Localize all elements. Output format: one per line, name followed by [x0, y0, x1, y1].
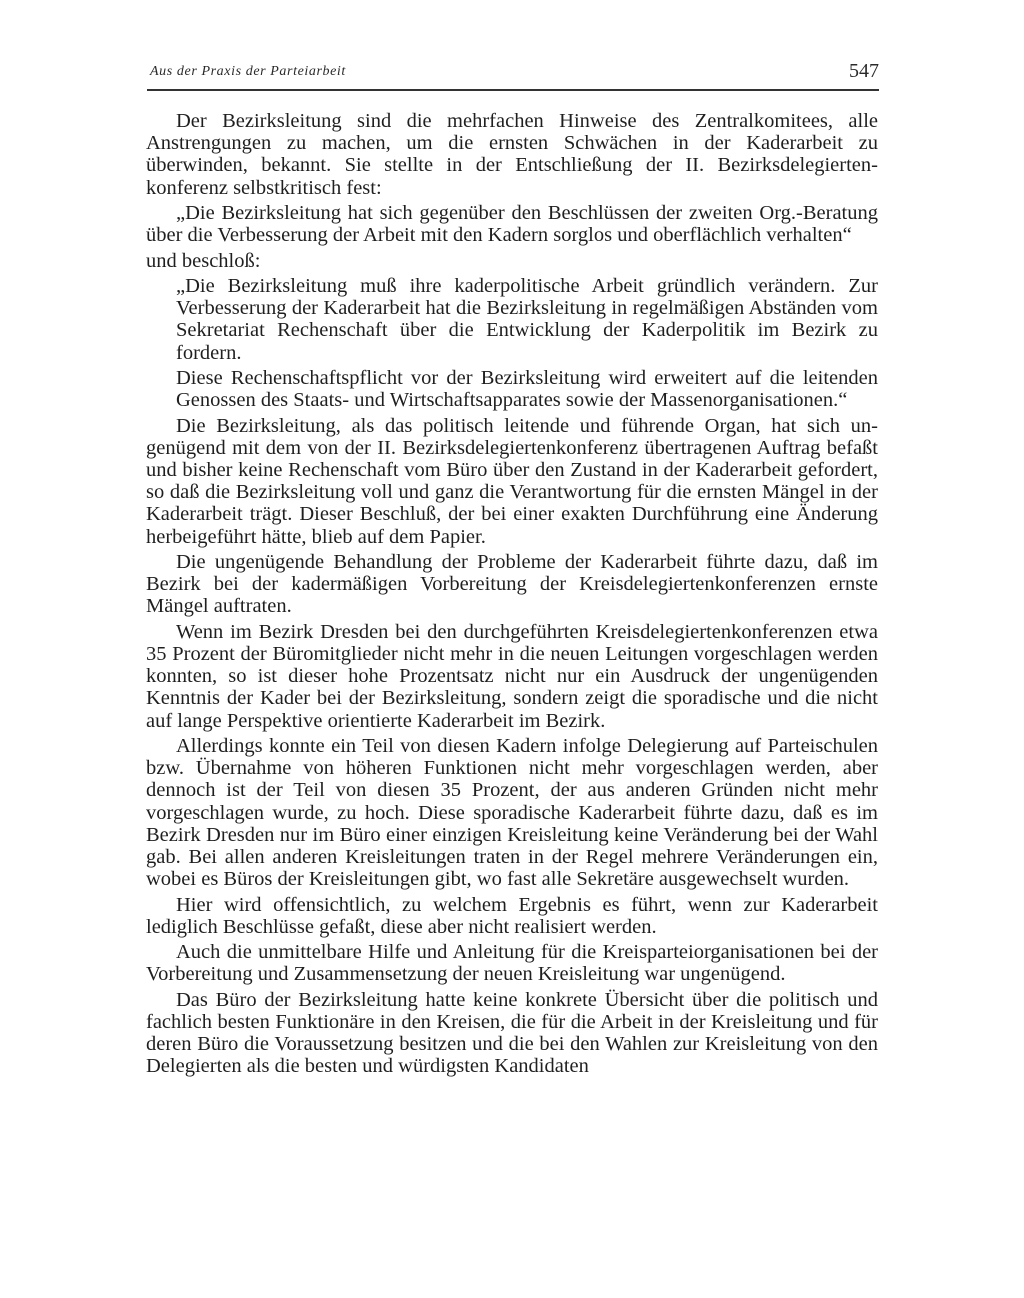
quote-paragraph: Diese Rechenschaftspflicht vor der Bezirksleitung wird erweitert auf die leitenden Genossen des Staats- und Wirtschaftsapparates sowie der Massenorganisationen.“	[176, 366, 878, 412]
page-number: 547	[849, 60, 879, 82]
paragraph: Die Bezirksleitung, als das politisch leitende und führende Organ, hat sich ungenügend mit dem von der II. Bezirksdelegiertenkonferenz übertragenen Auftrag befaßt und bisher keine Rechenschaft vom Büro über den Zustand in der Kaderarbeit gefordert, so daß die Bezirksleitung voll und ganz die Verantwortung für die ernsten Mängel in der Kaderarbeit trägt. Dieser Beschluß, der bei einer exakten Durchführung eine Änderung herbeigeführt hätte, blieb auf dem Papier.	[146, 414, 878, 548]
running-title: Aus der Praxis der Parteiarbeit	[150, 64, 346, 79]
paragraph: Hier wird offensichtlich, zu welchem Ergebnis es führt, wenn zur Kaderarbeit lediglich Beschlüsse gefaßt, diese aber nicht realisiert werden.	[146, 893, 878, 938]
paragraph: und beschloß:	[146, 249, 261, 272]
paragraph: Das Büro der Bezirksleitung hatte keine konkrete Übersicht über die politisch und fachlich besten Funktionäre in den Kreisen, die für die Arbeit in der Kreisleitung und für deren Büro die Voraussetzung besitzen und die bei den Wahlen zur Kreisleitung von den Delegierten als die besten und würdigsten Kandidaten	[146, 988, 878, 1078]
paragraph: Die ungenügende Behandlung der Probleme der Kaderarbeit führte dazu, daß im Bezirk bei der kadermäßigen Vorbereitung der Kreisdelegiertenkonferenzen ernste Mängel auftraten.	[146, 550, 878, 618]
paragraph: Der Bezirksleitung sind die mehrfachen Hinweise des Zentralkomitees, alle Anstrengungen zu machen, um die ernsten Schwächen in der Kaderarbeit zu überwinden, bekannt. Sie stellte in der Entschließung der II. Bezirksdelegiertenkonferenz selbstkritisch fest:	[146, 110, 878, 199]
quote-paragraph: „Die Bezirksleitung muß ihre kaderpolitische Arbeit gründlich verändern. Zur Verbesserung der Kaderarbeit hat die Bezirksleitung in regelmäßigen Abständen vom Sekretariat Rechenschaft über die Entwicklung der Kaderpolitik im Bezirk zu fordern.	[176, 274, 878, 364]
paragraph: Wenn im Bezirk Dresden bei den durchgeführten Kreisdelegiertenkonferenzen etwa 35 Prozent der Büromitglieder nicht mehr in die neuen Leitungen vorgeschlagen werden konnten, so ist dieser hohe Prozentsatz nicht nur ein Ausdruck der ungenügenden Kenntnis der Kader bei der Bezirksleitung, sondern zeigt die sporadische und die nicht auf lange Perspektive orientierte Kaderarbeit im Bezirk.	[146, 620, 878, 732]
header-rule	[147, 89, 879, 91]
quote-paragraph: „Die Bezirksleitung hat sich gegenüber den Beschlüssen der zweiten Org.-Beratung über die Verbesserung der Arbeit mit den Kadern sorglos und oberflächlich verhalten“	[146, 202, 878, 247]
paragraph: Allerdings konnte ein Teil von diesen Kadern infolge Delegierung auf Parteischulen bzw. Übernahme von höheren Funktionen nicht mehr vorgeschlagen werden, aber dennoch ist der Teil von diesen 35 Prozent, der aus anderen Gründen nicht mehr vorgeschlagen wurde, zu hoch. Diese sporadische Kaderarbeit führte dazu, daß es im Bezirk Dresden nur im Büro einer einzigen Kreisleitung keine Veränderung bei der Wahl gab. Bei allen anderen Kreisleitungen traten in der Regel mehrere Veränderungen ein, wobei es Büros der Kreisleitungen gibt, wo fast alle Sekretäre ausgewechselt wurden.	[146, 734, 878, 891]
paragraph: Auch die unmittelbare Hilfe und Anleitung für die Kreisparteiorganisationen bei der Vorbereitung und Zusammensetzung der neuen Kreisleitung war ungenügend.	[146, 941, 878, 986]
running-head	[147, 60, 879, 88]
body-text	[146, 110, 878, 1081]
